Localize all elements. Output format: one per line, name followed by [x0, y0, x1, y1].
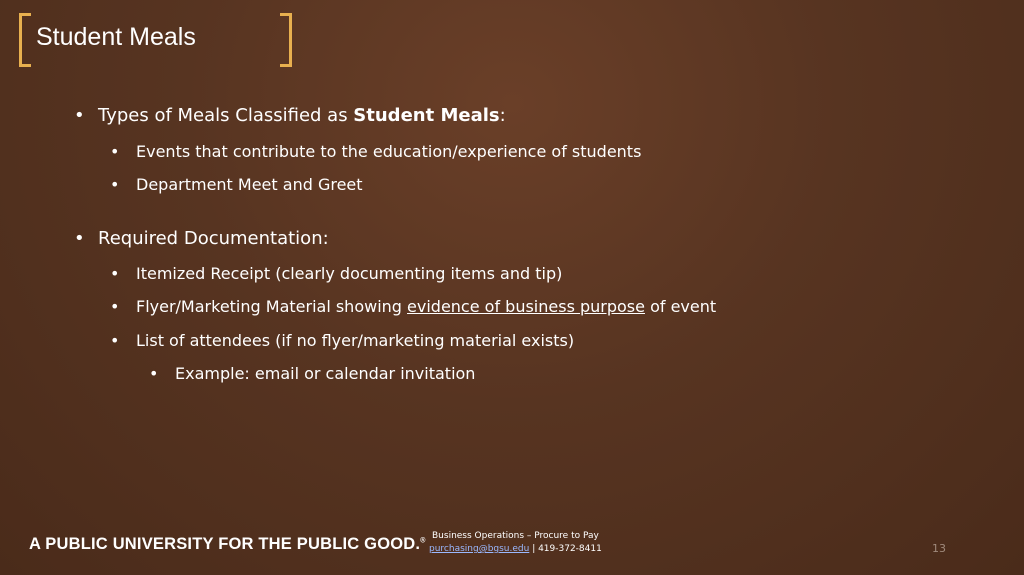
bullet-text: Department Meet and Greet	[136, 175, 363, 194]
bullet-attendees	[110, 331, 574, 350]
business-purpose-link[interactable]: evidence of business purpose	[407, 297, 645, 316]
bullet-dot: •	[110, 297, 120, 316]
footer-contact-line	[429, 543, 602, 556]
bullet-text: Events that contribute to the education/experience of students	[136, 142, 642, 161]
phone-text: | 419-372-8411	[529, 544, 602, 554]
bullet-text: Required Documentation:	[98, 228, 329, 249]
bullet-meet-greet	[110, 175, 363, 194]
bullet-dot: •	[74, 228, 85, 249]
bullet-text: Itemized Receipt (clearly documenting items and tip)	[136, 264, 563, 283]
bullet-dot: •	[110, 142, 120, 161]
bullet-text: List of attendees (if no flyer/marketing material exists)	[136, 331, 575, 350]
slide-title: Student Meals	[36, 23, 196, 51]
bullet-itemized-receipt	[110, 264, 562, 283]
footer-department: Business Operations – Procure to Pay	[432, 531, 599, 541]
bullet-text: Types of Meals Classified as Student Meals:	[98, 105, 506, 126]
bullet-example	[149, 364, 475, 383]
bullet-flyer	[110, 297, 716, 316]
bullet-dot: •	[149, 364, 159, 383]
bullet-dot: •	[110, 331, 120, 350]
bullet-dot: •	[110, 264, 120, 283]
bullet-dot: •	[74, 105, 85, 126]
bullet-meal-types	[74, 105, 506, 126]
registered-mark: ®	[420, 537, 426, 545]
bullet-required-docs	[74, 228, 329, 249]
bullet-events	[110, 142, 641, 161]
bullet-dot: •	[110, 175, 120, 194]
bullet-text: Example: email or calendar invitation	[175, 364, 476, 383]
page-number: 13	[932, 542, 946, 555]
title-bracket-right	[280, 13, 292, 67]
bullet-text: Flyer/Marketing Material showing evidence of business purpose of event	[136, 297, 717, 316]
footer-tagline: A PUBLIC UNIVERSITY FOR THE PUBLIC GOOD.®	[29, 535, 426, 553]
footer-contact	[429, 530, 602, 556]
title-bracket-left	[19, 13, 31, 67]
email-link[interactable]: purchasing@bgsu.edu	[429, 544, 530, 554]
